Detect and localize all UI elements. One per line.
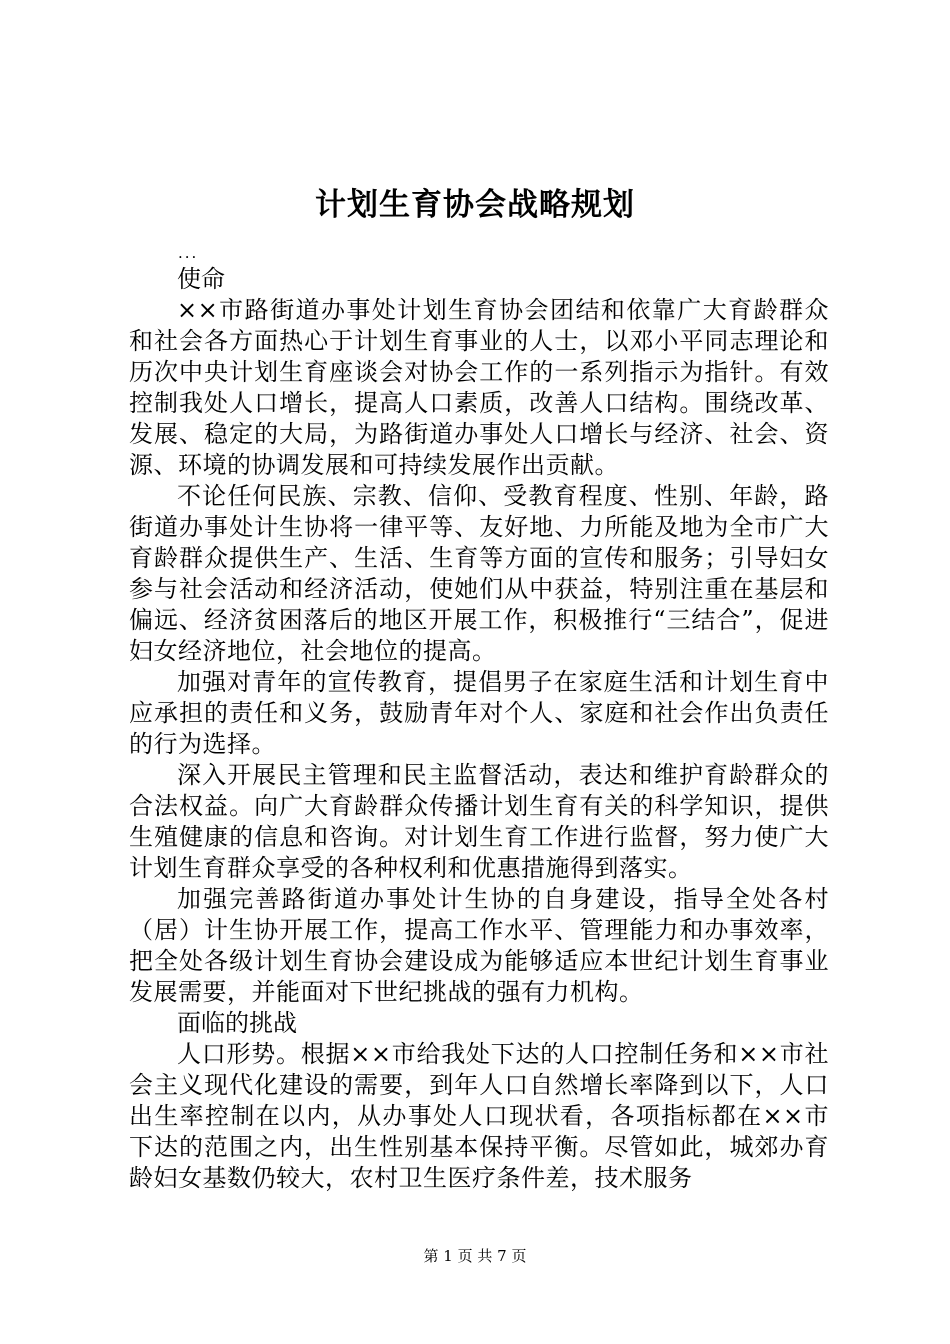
paragraph-population: 人口形势。根据××市给我处下达的人口控制任务和××市社会主义现代化建设的需要，到年人口自然增长率降到以下，人口出生率控制在以内，从办事处人口现状看，各项指标都在××市下达的范围之内，出生性别基本保持平衡。尽管如此，城郊办育龄妇女基数仍较大，农村卫生医疗条件差，技术服务 (129, 1040, 829, 1192)
paragraph-democracy: 深入开展民主管理和民主监督活动，表达和维护育龄群众的合法权益。向广大育龄群众传播计划生育有关的科学知识，提供生殖健康的信息和咨询。对计划生育工作进行监督，努力使广大计划生育群众享受的各种权利和优惠措施得到落实。 (129, 761, 829, 882)
ellipsis-marker: ... (178, 244, 199, 262)
paragraph-mission: ××市路街道办事处计划生育协会团结和依靠广大育龄群众和社会各方面热心于计划生育事业的人士，以邓小平同志理论和历次中央计划生育座谈会对协会工作的一系列指示为指针。有效控制我处人口增长，提高人口素质，改善人口结构。围绕改革、发展、稳定的大局，为路街道办事处人口增长与经济、社会、资源、环境的协调发展和可持续发展作出贡献。 (129, 296, 829, 479)
section-heading-mission: 使命 (177, 265, 225, 293)
page-footer: 第 1 页 共 7 页 (423, 1247, 527, 1265)
paragraph-equality: 不论任何民族、宗教、信仰、受教育程度、性别、年龄，路街道办事处计生协将一律平等、友好地、力所能及地为全市广大育龄群众提供生产、生活、生育等方面的宣传和服务；引导妇女参与社会活动和经济活动，使她们从中获益，特别注重在基层和偏远、经济贫困落后的地区开展工作，积极推行“三结合”，促进妇女经济地位，社会地位的提高。 (129, 482, 829, 665)
paragraph-youth: 加强对青年的宣传教育，提倡男子在家庭生活和计划生育中应承担的责任和义务，鼓励青年对个人、家庭和社会作出负责任的行为选择。 (129, 668, 829, 758)
document-title: 计划生育协会战略规划 (315, 187, 635, 223)
section-heading-challenges: 面临的挑战 (177, 1009, 297, 1037)
paragraph-self-building: 加强完善路街道办事处计生协的自身建设，指导全处各村（居）计生协开展工作，提高工作水平、管理能力和办事效率，把全处各级计划生育协会建设成为能够适应本世纪计划生育事业发展需要，并能面对下世纪挑战的强有力机构。 (129, 885, 829, 1006)
document-body (129, 264, 829, 1194)
